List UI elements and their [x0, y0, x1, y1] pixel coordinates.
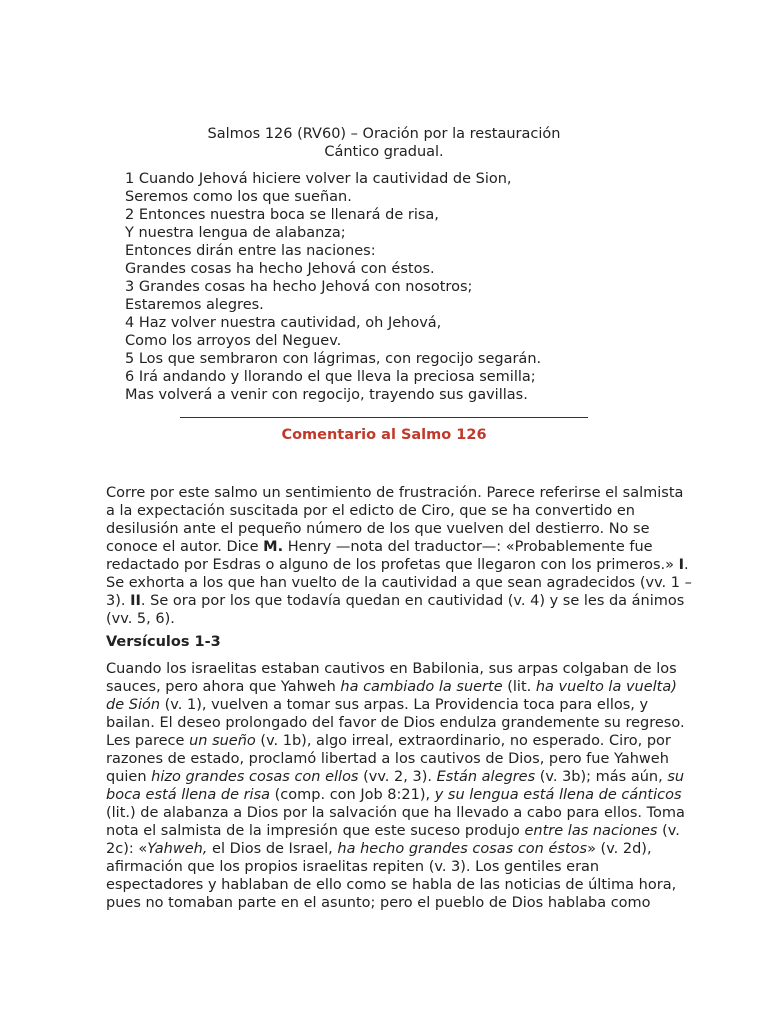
intro-paragraph [106, 484, 692, 628]
text-span: (v. [657, 823, 680, 839]
text-span: (comp. con Job 8:21), [270, 787, 435, 803]
verse-line: 4 Haz volver nuestra cautividad, oh Jehová, [125, 315, 442, 331]
verse-line: Mas volverá a venir con regocijo, trayendo sus gavillas. [125, 387, 528, 403]
paragraph-line [106, 786, 682, 804]
text-span: (lit. [502, 679, 536, 695]
italic-text: entre las naciones [524, 823, 658, 839]
paragraph-line [106, 538, 666, 556]
paragraph-line [106, 592, 685, 610]
paragraph-line: bailan. El deseo prolongado del favor de Dios endulza grandemente su regreso. [106, 715, 685, 731]
paragraph-line [106, 556, 689, 574]
italic-text: hizo grandes cosas con ellos [151, 769, 359, 785]
text-span: (v. 1b), algo irreal, extraordinario, no esperado. Ciro, por [255, 733, 671, 749]
paragraph-line [106, 732, 671, 750]
text-span: (v. 3b); más aún, [535, 769, 668, 785]
paragraph-line [106, 822, 680, 840]
text-span: (v. 1), vuelven a tomar sus arpas. La Providencia toca para ellos, y [160, 697, 649, 713]
paragraph-line: (lit.) de alabanza a Dios por la salvación que ha llevado a cabo para ellos. Toma [106, 805, 685, 821]
text-span: redactado por Esdras o alguno de los profetas que llegaron con los primeros.» [106, 557, 679, 573]
italic-text: boca está llena de risa [106, 787, 271, 803]
psalm-title [0, 125, 768, 161]
paragraph-line: Cuando los israelitas estaban cautivos en Babilonia, sus arpas colgaban de los [106, 661, 677, 677]
paragraph-line: Se exhorta a los que han vuelto de la cautividad a que sean agradecidos (vv. 1 – [106, 575, 692, 591]
text-span: 2c): « [106, 841, 148, 857]
italic-text: Están alegres [436, 769, 536, 785]
verse-line: 3 Grandes cosas ha hecho Jehová con nosotros; [125, 279, 473, 295]
italic-text: Yahweh, [147, 841, 208, 857]
italic-text: ha vuelto la vuelta) [535, 679, 677, 695]
paragraph-line: desilusión ante el pequeño número de los que vuelven del destierro. No se [106, 521, 650, 537]
text-span: 3). [106, 593, 131, 609]
commentary-title: Comentario al Salmo 126 [281, 427, 487, 443]
verse-line: Y nuestra lengua de alabanza; [125, 225, 346, 241]
italic-text: de Sión [106, 697, 161, 713]
bold-text: II [130, 593, 141, 609]
paragraph-line: (vv. 5, 6). [106, 611, 175, 627]
psalm-verses [125, 170, 541, 404]
text-span: conoce el autor. Dice [106, 539, 264, 555]
italic-text: su [667, 769, 685, 785]
section-paragraph [106, 660, 685, 912]
italic-text: ha cambiado la suerte [340, 679, 503, 695]
bold-text: I [678, 557, 685, 573]
italic-text: y su lengua está llena de cánticos [434, 787, 682, 803]
paragraph-line [106, 678, 677, 696]
verse-line: Grandes cosas ha hecho Jehová con éstos. [125, 261, 435, 277]
paragraph-line: a la expectación suscitada por el edicto de Ciro, que se ha convertido en [106, 503, 635, 519]
verse-line: Entonces dirán entre las naciones: [125, 243, 376, 259]
verse-line: 5 Los que sembraron con lágrimas, con regocijo segarán. [125, 351, 542, 367]
italic-text: un sueño [189, 733, 256, 749]
horizontal-divider [180, 417, 588, 418]
paragraph-line [106, 768, 685, 786]
psalm-subtitle-line: Cántico gradual. [324, 144, 444, 160]
italic-text: ha hecho grandes cosas con éstos [337, 841, 588, 857]
text-span: el Dios de Israel, [207, 841, 338, 857]
verse-line: 6 Irá andando y llorando el que lleva la preciosa semilla; [125, 369, 536, 385]
paragraph-line [106, 696, 666, 714]
psalm-title-line: Salmos 126 (RV60) – Oración por la restauración [207, 126, 561, 142]
bold-text: M. [263, 539, 284, 555]
paragraph-line: Corre por este salmo un sentimiento de frustración. Parece referirse el salmista [106, 485, 684, 501]
text-span: . [684, 557, 689, 573]
paragraph-line [106, 840, 666, 858]
paragraph-line: afirmación que los propios israelitas repiten (v. 3). Los gentiles eran [106, 859, 600, 875]
text-span: » (v. 2d), [587, 841, 652, 857]
text-span: Henry —nota del traductor—: «Probablemente fue [283, 539, 653, 555]
verse-line: 1 Cuando Jehová hiciere volver la cautividad de Sion, [125, 171, 512, 187]
text-span: nota el salmista de la impresión que este suceso produjo [106, 823, 525, 839]
verse-line: Como los arroyos del Neguev. [125, 333, 342, 349]
paragraph-line: espectadores y hablaban de ello como se habla de las noticias de última hora, [106, 877, 677, 893]
text-span: sauces, pero ahora que Yahweh [106, 679, 341, 695]
text-span: quien [106, 769, 152, 785]
verse-line: Seremos como los que sueñan. [125, 189, 352, 205]
verse-line: Estaremos alegres. [125, 297, 264, 313]
verse-line: 2 Entonces nuestra boca se llenará de risa, [125, 207, 439, 223]
section-heading: Versículos 1-3 [106, 634, 221, 650]
paragraph-line: pues no tomaban parte en el asunto; pero el pueblo de Dios hablaba como [106, 895, 651, 911]
paragraph-line: razones de estado, proclamó libertad a los cautivos de Dios, pero fue Yahweh [106, 751, 669, 767]
text-span: Les parece [106, 733, 190, 749]
text-span: (vv. 2, 3). [358, 769, 437, 785]
text-span: . Se ora por los que todavía quedan en cautividad (v. 4) y se les da ánimos [140, 593, 685, 609]
